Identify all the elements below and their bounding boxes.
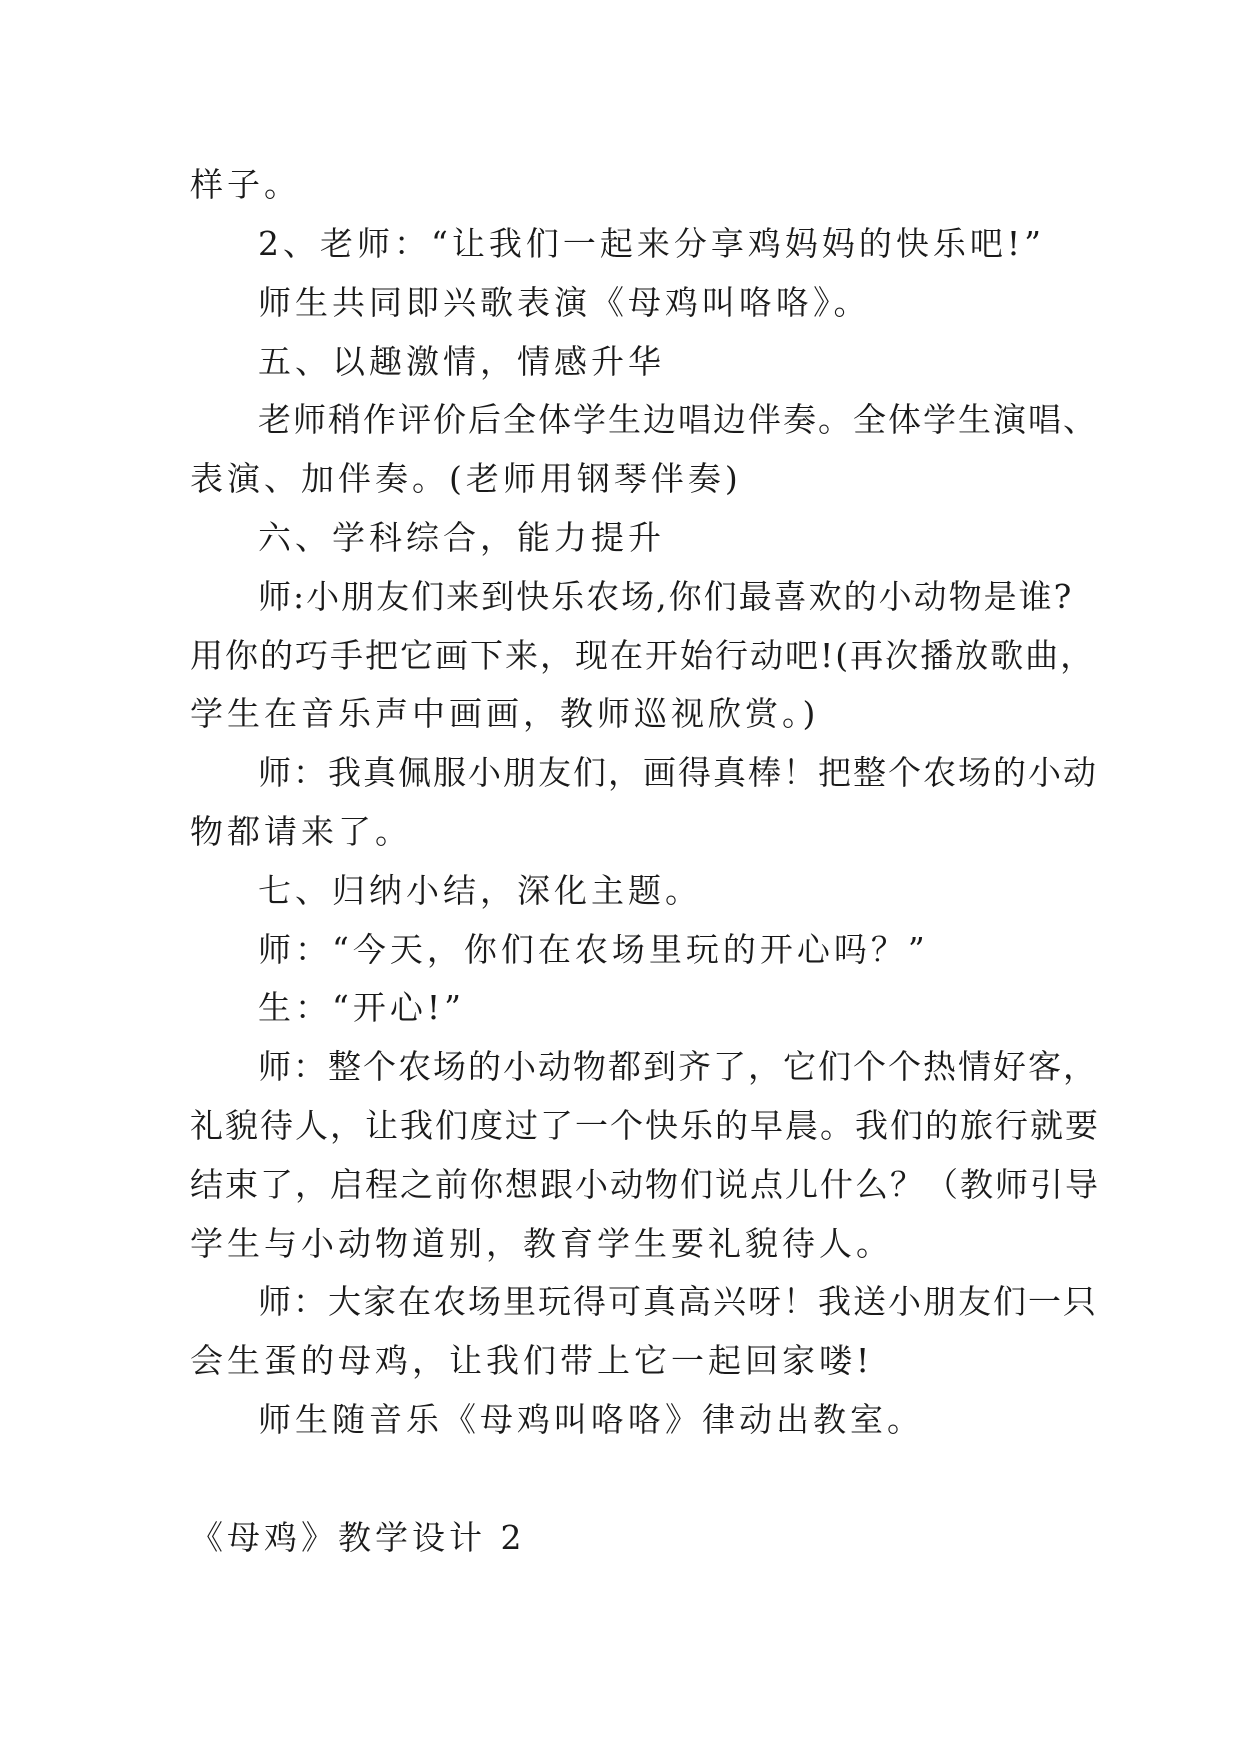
text-line: 物都请来了。 — [190, 812, 412, 851]
section-heading: 五、以趣激情，情感升华 — [258, 342, 665, 381]
document-title: 《母鸡》教学设计 2 — [190, 1518, 526, 1557]
text-line: 表演、加伴奏。(老师用钢琴伴奏) — [190, 459, 742, 498]
section-heading: 七、归纳小结，深化主题。 — [258, 871, 702, 910]
text-line: 学生与小动物道别，教育学生要礼貌待人。 — [190, 1224, 893, 1263]
text-line: 用你的巧手把它画下来，现在开始行动吧!(再次播放歌曲， — [190, 636, 1096, 675]
text-line: 老师稍作评价后全体学生边唱边伴奏。全体学生演唱、 — [258, 400, 1098, 439]
text-line: 生：“开心!” — [258, 988, 466, 1027]
text-line: 样子。 — [190, 165, 301, 204]
text-line: 师：我真佩服小朋友们，画得真棒！把整个农场的小动 — [258, 753, 1098, 792]
text-line: 师：整个农场的小动物都到齐了，它们个个热情好客， — [258, 1047, 1098, 1086]
text-line: 学生在音乐声中画画，教师巡视欣赏。) — [190, 694, 820, 733]
text-line: 师：大家在农场里玩得可真高兴呀！我送小朋友们一只 — [258, 1282, 1098, 1321]
text-line: 会生蛋的母鸡，让我们带上它一起回家喽! — [190, 1341, 874, 1380]
text-line: 结束了，启程之前你想跟小动物们说点儿什么？（教师引导 — [190, 1165, 1100, 1204]
text-line: 师：“今天，你们在农场里玩的开心吗？” — [258, 930, 929, 969]
text-line: 师:小朋友们来到快乐农场,你们最喜欢的小动物是谁? — [258, 577, 1074, 616]
section-heading: 六、学科综合，能力提升 — [258, 518, 665, 557]
text-line: 礼貌待人，让我们度过了一个快乐的早晨。我们的旅行就要 — [190, 1106, 1100, 1145]
text-line: 2、老师：“让我们一起来分享鸡妈妈的快乐吧!” — [258, 224, 1045, 263]
text-line: 师生随音乐《母鸡叫咯咯》律动出教室。 — [258, 1400, 924, 1439]
text-line: 师生共同即兴歌表演《母鸡叫咯咯》。 — [258, 283, 871, 322]
